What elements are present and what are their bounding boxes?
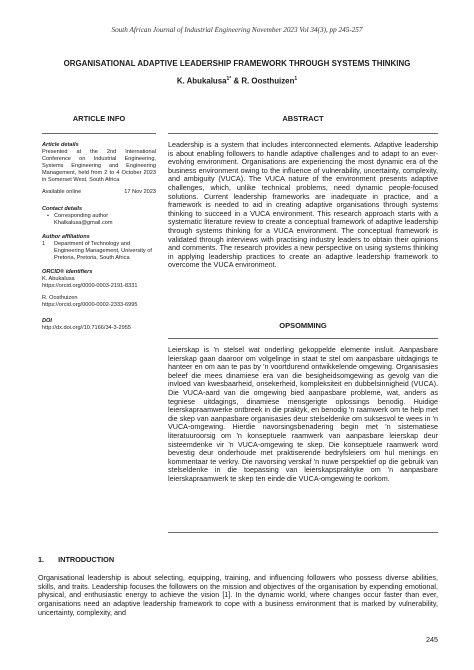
available-online-label: Available online (42, 189, 82, 196)
abstract-rule-top (168, 133, 438, 134)
bullet: • (47, 213, 49, 220)
section-title: INTRODUCTION (58, 555, 115, 564)
article-info-heading: ARTICLE INFO (72, 114, 126, 123)
orcid-1-name: K. Abukalusa (42, 275, 75, 282)
doi-link[interactable]: http://dx.doi.org//10.7166/34-3-2955 (42, 325, 131, 332)
orcid-2-link[interactable]: https://orcid.org/0000-0002-2333-6995 (42, 302, 138, 309)
opsomming-rule-top (168, 338, 438, 339)
introduction-heading (38, 555, 338, 564)
contact-item (42, 213, 156, 227)
author-separator: & (231, 76, 242, 86)
article-info-panel (42, 142, 156, 332)
contact-email[interactable]: Khalkalusa@gmail.com (54, 220, 113, 227)
available-online-date: 17 Nov 2023 (124, 189, 156, 196)
opsomming-text: Leierskap is 'n stelsel wat onderling gekoppelde elemente insluit. Aanpasbare leierskap gaan daaroor om volgelinge in staat te stel om aanpasbare uitdagings te hanteer en om aan te pas by 'n voortdurend ontwikkelende omgewing. Organisasies beleef die mees dinamiese era van die besigheidsomgewing as gevolg van die invloed van kwesbaarheid, onsekerheid, kompleksiteit en dubbelsinnigheid (VUCA). Die VUCA-aard van die omgewing bied aanpasbare probleme, wat, anders as tegniese uitdagings, dinamiese mensgerigte oplossings benodig. Huidige leierskapraamwerke ontbreek in die praktyk, en benodig 'n raamwerk om te help met die skep van aanpasbare organisasies deur stelseldenke om suksesvol te wees in 'n VUCA-omgewing. Hierdie navorsingsbenadering begin met 'n sistematiese literatuuroorsig om 'n konseptuele raamwerk van aanpasbare leierskap deur sisteemdenke vir 'n VUCA-omgewing te skep. Die konseptuele raamwerk word bevestig deur onderhoude met praktiserende bedryfsleiers om hul menings en kommentaar te verkry. Die navorsing verskaf 'n nuwe perspektief op die gebruik van stelseldenke in die toepassing van leierskapspraktyke om 'n aanpasbare leierskapraamwerk te skep ten einde die VUCA-omgewing te oorkom. (168, 345, 438, 483)
orcid-2-name: R. Oosthuizen (42, 295, 78, 302)
page-number: 245 (426, 635, 438, 644)
affiliation-text: Department of Technology and Engineering Management, University of Pretoria, Pretoria, South Africa (54, 240, 152, 261)
abstract-heading: ABSTRACT (282, 114, 324, 123)
article-details-label: Article details (42, 142, 79, 148)
section-number: 1. (38, 555, 45, 564)
author-1: K. Abukalusa (176, 76, 227, 86)
orcid-label: ORCID® identifiers (42, 268, 93, 275)
doi-label: DOI (42, 318, 52, 325)
article-details-text: Presented at the 2nd International Conference on Industrial Engineering, Systems Engineering and Engineering Management, held from 2 to 4 October 2023 in Somerset West, South Africa (42, 148, 156, 183)
opsomming-heading: OPSOMMING (279, 321, 327, 330)
affiliation-number: 1 (42, 240, 46, 247)
running-head: South African Journal of Industrial Engineering November 2023 Vol 34(3), pp 245-257 (111, 26, 363, 34)
author-line (0, 76, 474, 86)
author-1-affiliation-mark: 1* (226, 76, 232, 82)
introduction-text: Organisational leadership is about selecting, equipping, training, and influencing followers who possess diverse abilities, skills, and traits. Leadership focuses the followers on the mission and objectives of the organisation by expending emotional, physical, and enthusiastic energy to achieve the vision [1]. In the dynamic world, where changes occur faster than ever, organisations need an adaptive leadership framework to cope with a business environment that is marked by vulnerability, uncertainty, complexity, and (38, 573, 438, 617)
opsomming-rule-bottom (168, 532, 438, 533)
author-2: R. Oosthuizen (241, 76, 295, 86)
author-affiliations-label: Author affiliations (42, 234, 90, 241)
contact-details-label: Contact details (42, 206, 83, 213)
available-online-row (42, 189, 156, 196)
orcid-1-link[interactable]: https://orcid.org/0000-0003-2191-8331 (42, 282, 138, 289)
abstract-text: Leadership is a system that includes interconnected elements. Adaptive leadership is about enabling followers to handle adaptive challenges and to adapt to an ever-evolving environment. Organisations are experiencing the most dynamic era of the business environment owing to the influence of vulnerability, uncertainty, complexity, and ambiguity (VUCA). The VUCA nature of the environment presents adaptive challenges, which, unlike technical problems, need dynamic people-focused solutions. Current leadership frameworks are inadequate in practice, and a framework is needed to aid in creating adaptive organisations through systems thinking to succeed in a VUCA environment. This research approach starts with a systematic literature review to create a conceptual framework of adaptive leadership through systems thinking for a VUCA environment. The conceptual framework is validated through interviews with practising industry leaders to obtain their opinions and comments. The research provides a new perspective on using systems thinking in applying leadership practices to create an adaptive leadership framework to overcome the VUCA environment. (168, 140, 438, 270)
affiliation-item (42, 241, 156, 262)
article-info-rule-top (42, 133, 156, 134)
corresponding-author-label: Corresponding author (54, 213, 109, 220)
paper-title: ORGANISATIONAL ADAPTIVE LEADERSHIP FRAMEWORK THROUGH SYSTEMS THINKING (63, 59, 411, 68)
author-2-affiliation-mark: 1 (294, 76, 298, 82)
